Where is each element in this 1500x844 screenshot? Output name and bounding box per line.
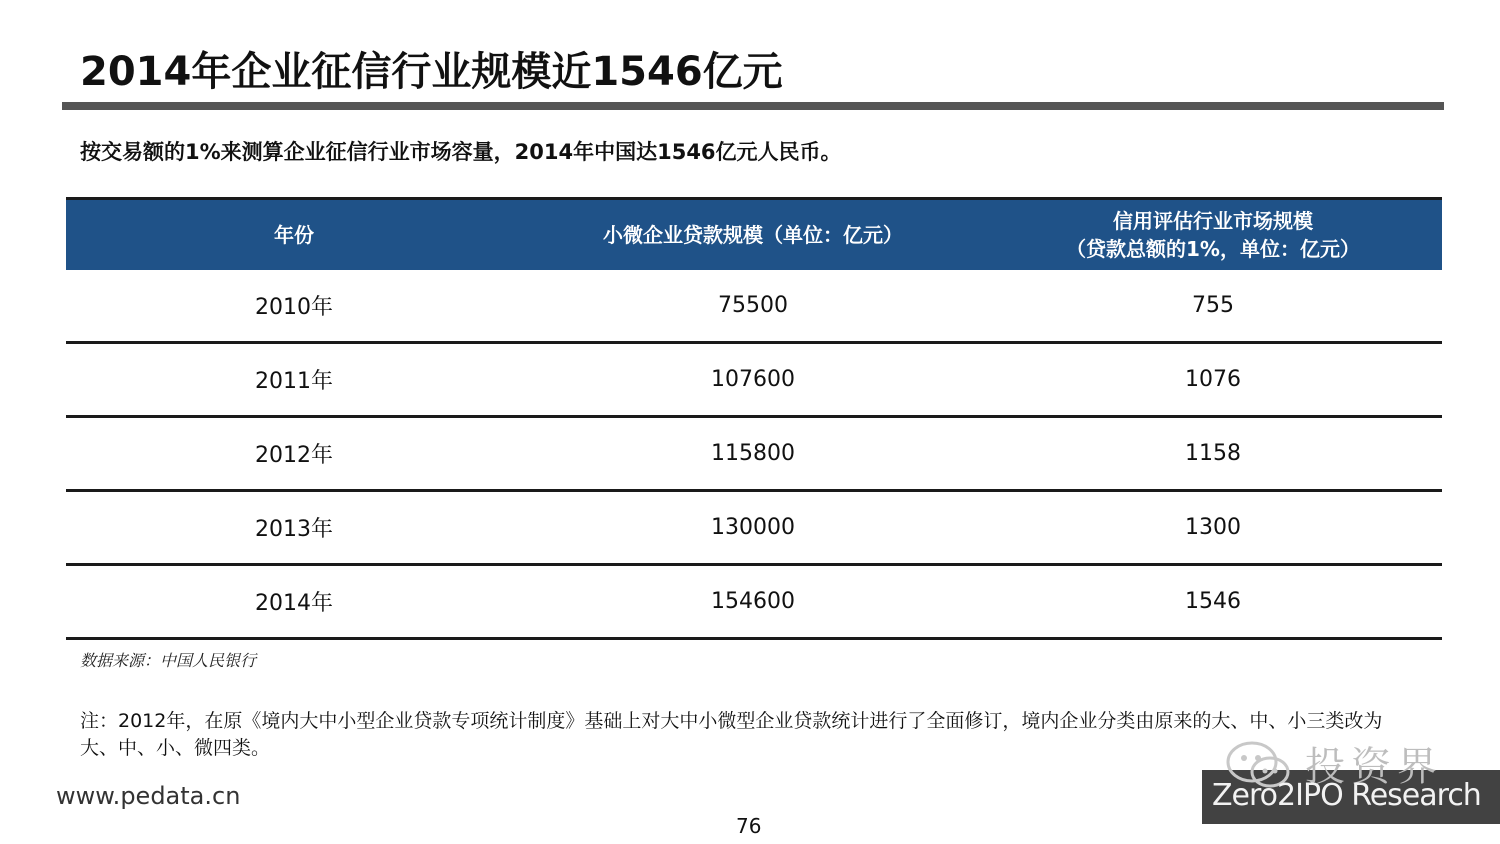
watermark-en: Zero2IPO Research xyxy=(1212,778,1481,813)
cell-loan: 115800 xyxy=(711,441,795,466)
footnote: 注：2012年，在原《境内大中小型企业贷款专项统计制度》基础上对大中小微型企业贷款统计进行了全面修订，境内企业分类由原来的大、中、小三类改为大、中、小、微四类。 xyxy=(80,710,1383,759)
table-row xyxy=(66,344,1442,418)
cell-loan: 75500 xyxy=(718,293,788,318)
cell-year: 2010年 xyxy=(255,295,333,320)
cell-market: 1076 xyxy=(1185,367,1241,392)
table-row xyxy=(66,270,1442,344)
cell-loan: 130000 xyxy=(711,515,795,540)
table-row xyxy=(66,492,1442,566)
cell-market: 1158 xyxy=(1185,441,1241,466)
header-market-line1: 信用评估行业市场规模 xyxy=(1113,209,1313,233)
table-header xyxy=(66,200,1442,270)
cell-year: 2012年 xyxy=(255,443,333,468)
data-source: 数据来源：中国人民银行 xyxy=(80,651,257,670)
header-loan-scale: 小微企业贷款规模（单位：亿元） xyxy=(603,223,903,247)
cell-year: 2011年 xyxy=(255,369,333,394)
page-title: 2014年企业征信行业规模近1546亿元 xyxy=(80,49,783,95)
page-number: 76 xyxy=(736,814,762,838)
cell-loan: 107600 xyxy=(711,367,795,392)
cell-loan: 154600 xyxy=(711,589,795,614)
cell-year: 2013年 xyxy=(255,517,333,542)
subtitle: 按交易额的1%来测算企业征信行业市场容量，2014年中国达1546亿元人民币。 xyxy=(80,140,842,164)
table-body xyxy=(66,270,1442,640)
header-market-line2: （贷款总额的1%，单位：亿元） xyxy=(1066,237,1360,261)
cell-market: 1300 xyxy=(1185,515,1241,540)
table-row xyxy=(66,418,1442,492)
header-year: 年份 xyxy=(274,223,314,247)
watermark-cn: 投资界 xyxy=(1305,744,1443,790)
title-divider xyxy=(62,102,1444,110)
website-link[interactable]: www.pedata.cn xyxy=(56,782,241,810)
header-market-scale xyxy=(984,207,1442,263)
cell-market: 1546 xyxy=(1185,589,1241,614)
cell-year: 2014年 xyxy=(255,591,333,616)
table-row xyxy=(66,566,1442,640)
cell-market: 755 xyxy=(1192,293,1234,318)
